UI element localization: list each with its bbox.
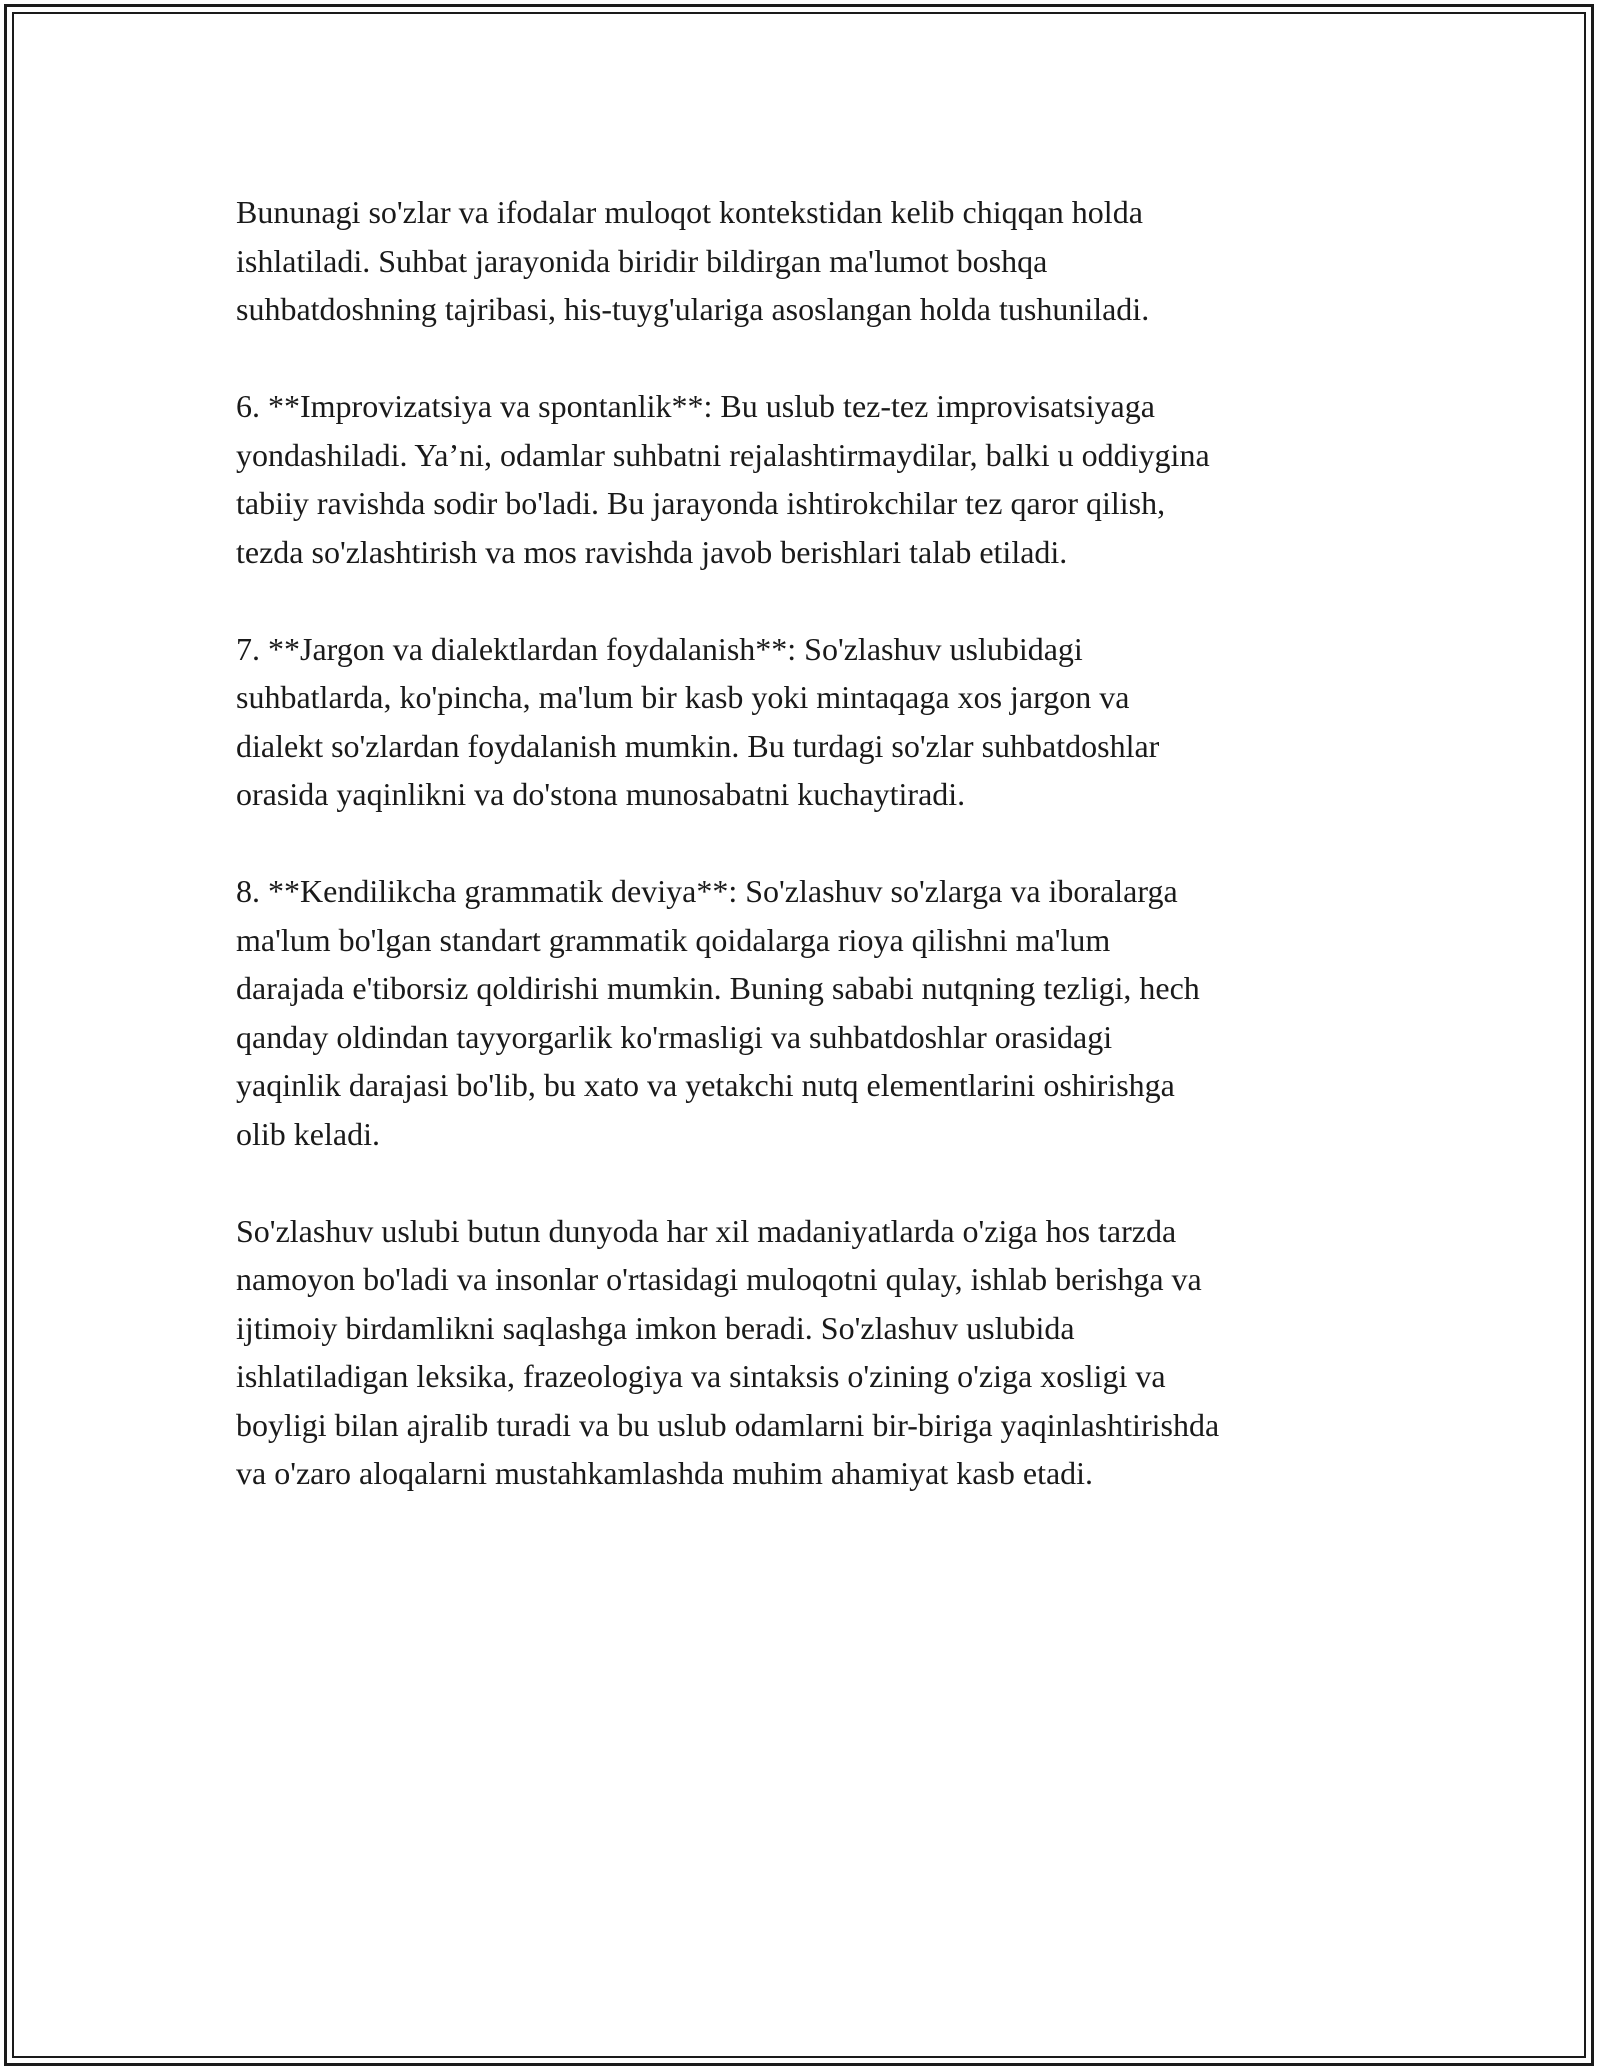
paragraph-grammatical-deviation: 8. **Kendilikcha grammatik deviya**: So'zlashuv so'zlarga va iboralarga ma'lum bo'lgan standart grammatik qoidalarga rioya qilishni ma'lum darajada e'tiborsiz qoldirishi mumkin. Buning sababi nutqning tezligi, hech qanday oldindan tayyorgarlik ko'rmasligi va suhbatdoshlar orasidagi yaqinlik darajasi bo'lib, bu xato va yetakchi nutq elementlarini oshirishga olib keladi. xyxy=(236,873,1200,1152)
paragraph-conclusion: So'zlashuv uslubi butun dunyoda har xil madaniyatlarda o'ziga hos tarzda namoyon bo'ladi va insonlar o'rtasidagi muloqotni qulay, ishlab berishga va ijtimoiy birdamlikni saqlashga imkon beradi. So'zlashuv uslubida ishlatiladigan leksika, frazeologiya va sintaksis o'zining o'ziga xosligi va boyligi bilan ajralib turadi va bu uslub odamlarni bir-biriga yaqinlashtirishda va o'zaro aloqalarni mustahkamlashda muhim ahamiyat kasb etadi. xyxy=(236,1212,1220,1491)
paragraph-improvisation: 6. **Improvizatsiya va spontanlik**: Bu uslub tez-tez improvisatsiyaga yondashiladi. Ya’ni, odamlar suhbatni rejalashtirmaydilar, balki u oddiygina tabiiy ravishda sodir bo'ladi. Bu jarayonda ishtirokchilar tez qaror qilish, tezda so'zlashtirish va mos ravishda javob berishlari talab etiladi. xyxy=(236,388,1210,570)
document-body xyxy=(236,188,1386,1546)
paragraph-context-usage: Bununagi so'zlar va ifodalar muloqot kontekstidan kelib chiqqan holda ishlatiladi. Suhbat jarayonida biridir bildirgan ma'lumot boshqa suhbatdoshning tajribasi, his-tuyg'ulariga asoslangan holda tushuniladi. xyxy=(236,194,1150,327)
paragraph-jargon-dialects: 7. **Jargon va dialektlardan foydalanish**: So'zlashuv uslubidagi suhbatlarda, ko'pincha, ma'lum bir kasb yoki mintaqaga xos jargon va dialekt so'zlardan foydalanish mumkin. Bu turdagi so'zlar suhbatdoshlar orasida yaqinlikni va do'stona munosabatni kuchaytiradi. xyxy=(236,630,1160,812)
